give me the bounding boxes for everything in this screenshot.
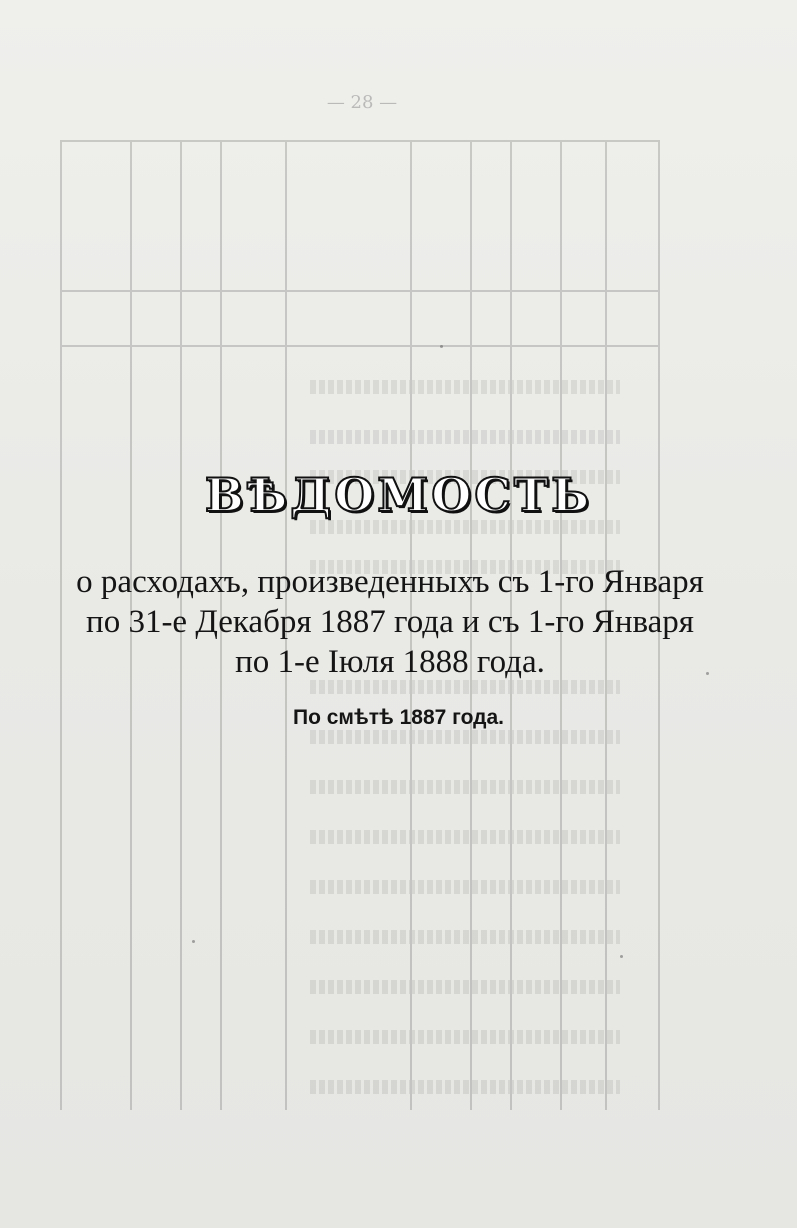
paper-speck — [440, 345, 443, 348]
paper-speck — [192, 940, 195, 943]
budget-heading: По смѣтѣ 1887 года. — [292, 706, 504, 729]
document-title: ВѢДОМОСТЬ — [204, 468, 593, 522]
paper-speck — [620, 955, 623, 958]
bleed-through-page-number: — 28 — — [326, 92, 398, 113]
paper-speck — [706, 672, 709, 675]
document-subtitle: о расходахъ, произведенныхъ съ 1-го Января по 31-е Декабря 1887 года и съ 1-го Января по 1-е Іюля 1888 года. — [76, 564, 704, 680]
